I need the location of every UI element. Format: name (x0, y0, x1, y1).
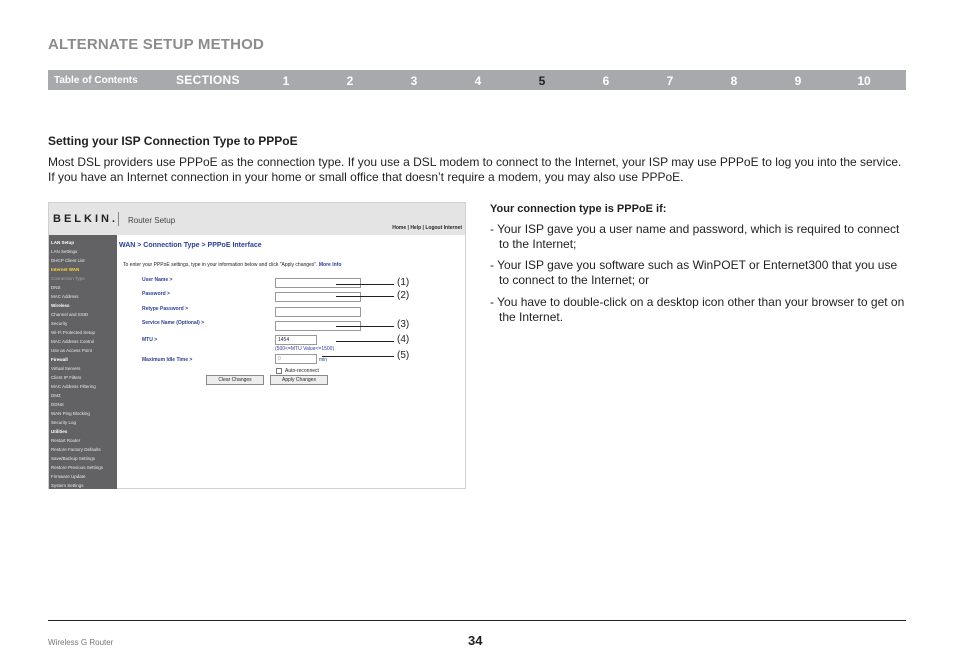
password-input[interactable] (275, 292, 361, 302)
section-nav-bar (48, 70, 906, 90)
more-info-link[interactable]: More Info (318, 262, 342, 268)
service-name-label: Service Name (Optional) > (142, 320, 205, 326)
table-of-contents-link[interactable]: Table of Contents (54, 75, 138, 86)
callout-1: (1) (397, 277, 410, 288)
clear-changes-button[interactable]: Clear Changes (206, 375, 264, 385)
section-link-1[interactable]: 1 (282, 74, 290, 88)
router-sidebar-item: Wireless (51, 303, 70, 308)
router-sidebar-item[interactable]: DNS (51, 285, 61, 290)
apply-changes-button[interactable]: Apply Changes (270, 375, 328, 385)
mtu-hint: (500<=MTU Value<=1500) (275, 346, 335, 352)
router-top-links[interactable]: Home | Help | Logout Internet (392, 225, 462, 231)
section-link-10[interactable]: 10 (857, 74, 871, 88)
router-sidebar-item[interactable]: MAC Address Filtering (51, 384, 96, 389)
retype-password-input[interactable] (275, 307, 361, 317)
callout-line-2 (336, 296, 394, 297)
router-app-title: Router Setup (128, 216, 176, 225)
section-heading: Setting your ISP Connection Type to PPPoE (48, 134, 298, 148)
router-sidebar-item[interactable]: Internet WAN (51, 267, 80, 272)
max-idle-time-label: Maximum Idle Time > (142, 357, 193, 363)
intro-paragraph: Most DSL providers use PPPoE as the connection type. If you use a DSL modem to connect to the Internet, your ISP may use PPPoE to log you into the service. If you have an Internet connection in your home or small office that doesn’t require a modem, you may also use PPPoE. (48, 155, 902, 184)
condition-item: - You have to double-click on a desktop icon other than your browser to get on the Internet. (490, 295, 905, 324)
router-sidebar-item[interactable]: Use as Access Point (51, 348, 93, 353)
callout-5: (5) (397, 350, 410, 361)
section-link-9[interactable]: 9 (794, 74, 802, 88)
router-sidebar-item[interactable]: Wi-Fi Protected Setup (51, 330, 96, 335)
condition-item: - Your ISP gave you software such as WinPOET or Enternet300 that you use to connect to the Internet; or (490, 258, 898, 287)
callout-line-1 (336, 284, 394, 285)
user-name-input[interactable] (275, 278, 361, 288)
router-sidebar-item[interactable]: Restore Factory Defaults (51, 447, 101, 452)
retype-password-label: Retype Password > (142, 306, 188, 312)
auto-reconnect-checkbox[interactable] (276, 368, 282, 374)
router-sidebar-item[interactable]: DMZ (51, 393, 61, 398)
router-sidebar-item[interactable]: Security (51, 321, 68, 326)
router-sidebar-item[interactable]: Restore Previous Settings (51, 465, 104, 470)
user-name-label: User Name > (142, 277, 173, 283)
section-link-2[interactable]: 2 (346, 74, 354, 88)
router-breadcrumb: WAN > Connection Type > PPPoE Interface (119, 242, 262, 249)
callout-3: (3) (397, 319, 410, 330)
page-title: ALTERNATE SETUP METHOD (48, 36, 265, 53)
callout-line-4 (336, 341, 394, 342)
callout-2: (2) (397, 290, 410, 301)
router-sidebar-item: LAN Setup (51, 240, 74, 245)
router-sidebar-item[interactable]: Save/Backup Settings (51, 456, 96, 461)
mtu-input[interactable]: 1454 (275, 335, 317, 345)
callout-4: (4) (397, 334, 410, 345)
router-sidebar-item[interactable]: Firmware Update (51, 474, 86, 479)
idle-unit: min (319, 357, 328, 363)
password-label: Password > (142, 291, 170, 297)
router-sidebar-item[interactable]: System Settings (51, 483, 84, 488)
router-sidebar-item[interactable]: Security Log (51, 420, 77, 425)
router-sidebar-item[interactable]: DHCP Client List (51, 258, 85, 263)
router-instructions (123, 262, 341, 268)
max-idle-time-input[interactable]: 0 (275, 354, 317, 364)
router-sidebar-item[interactable]: Connection Type (51, 276, 85, 281)
section-link-4[interactable]: 4 (474, 74, 482, 88)
condition-item: - Your ISP gave you a user name and password, which is required to connect to the Internet; (490, 222, 900, 251)
router-setup-screenshot (48, 202, 466, 489)
router-sidebar-item[interactable]: DDNS (51, 402, 64, 407)
section-link-6[interactable]: 6 (602, 74, 610, 88)
router-sidebar-item: Utilities (51, 429, 68, 434)
section-link-7[interactable]: 7 (666, 74, 674, 88)
router-sidebar-item[interactable]: Client IP Filters (51, 375, 82, 380)
callout-line-3 (336, 326, 394, 327)
footer-product-name: Wireless G Router (48, 638, 114, 647)
router-sidebar-item: Firewall (51, 357, 68, 362)
belkin-logo: BELKIN. (53, 213, 118, 225)
section-link-3[interactable]: 3 (410, 74, 418, 88)
auto-reconnect-label: Auto-reconnect (285, 368, 319, 374)
router-sidebar-item[interactable]: MAC Address (51, 294, 79, 299)
router-sidebar-item[interactable]: MAC Address Control (51, 339, 95, 344)
router-sidebar-item[interactable]: Restart Router (51, 438, 81, 443)
section-link-5[interactable]: 5 (538, 74, 546, 88)
router-sidebar (49, 235, 117, 489)
router-sidebar-item[interactable]: Virtual Servers (51, 366, 81, 371)
sections-label: SECTIONS (176, 73, 240, 87)
router-sidebar-item[interactable]: WAN Ping Blocking (51, 411, 90, 416)
router-instructions-text: To enter your PPPoE settings, type in your information below and click "Apply changes". (123, 262, 318, 268)
router-sidebar-item[interactable]: Channel and SSID (51, 312, 89, 317)
section-link-8[interactable]: 8 (730, 74, 738, 88)
header-divider (118, 212, 119, 226)
page-number: 34 (468, 633, 483, 648)
router-header (49, 203, 465, 235)
router-sidebar-item[interactable]: LAN Settings (51, 249, 78, 254)
conditions-heading: Your connection type is PPPoE if: (490, 203, 667, 215)
footer-rule (48, 620, 906, 621)
callout-line-5 (322, 356, 394, 357)
mtu-label: MTU > (142, 337, 158, 343)
